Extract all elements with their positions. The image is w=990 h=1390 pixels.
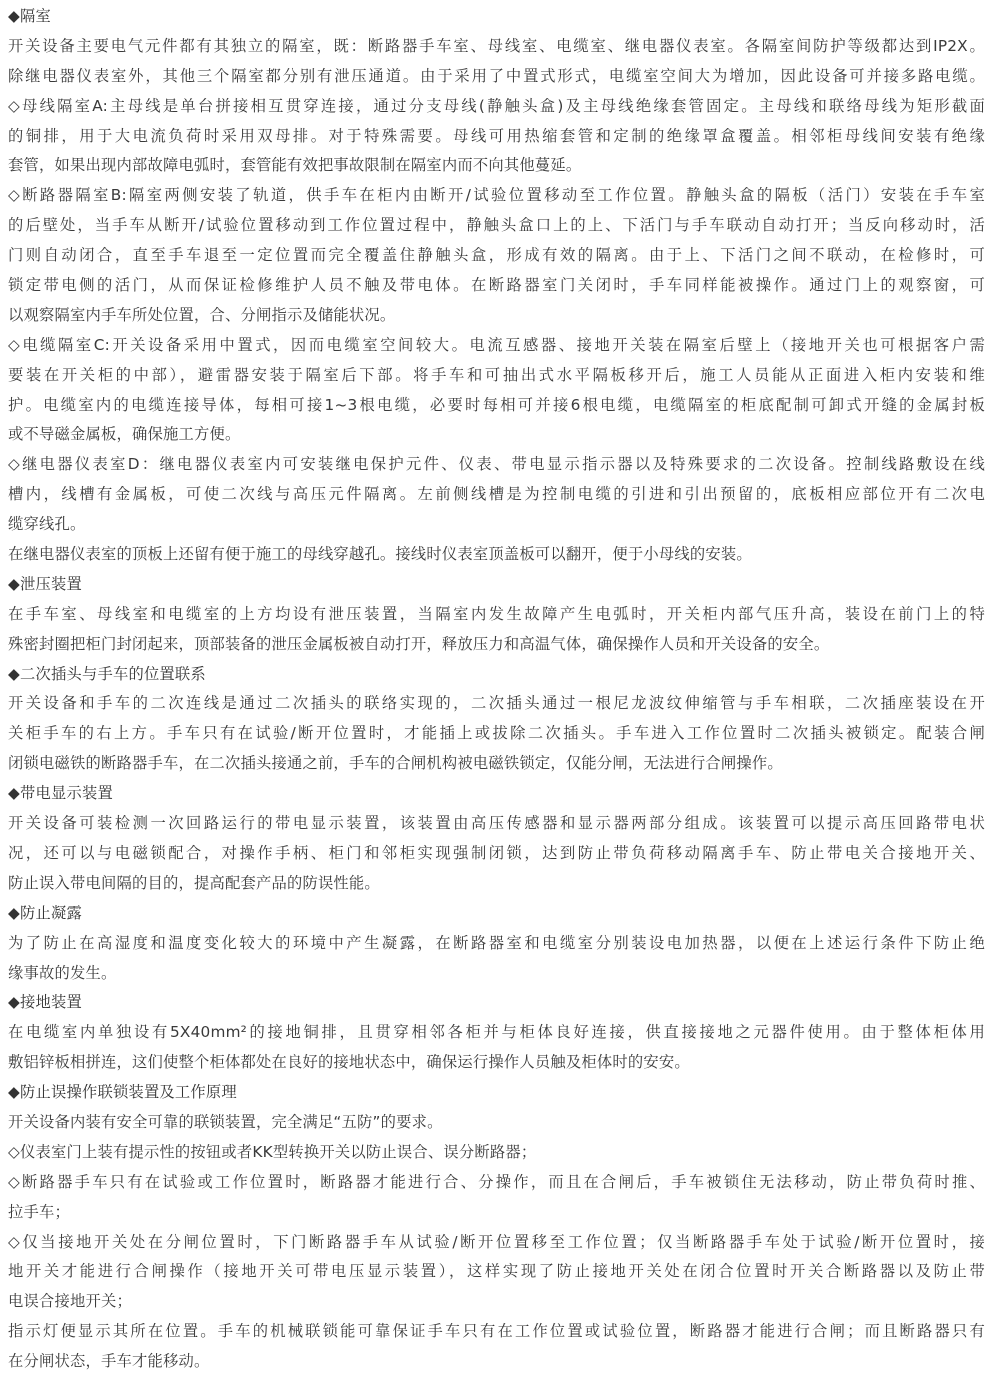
paragraph-line: 殊密封圈把柜门封闭起来，顶部装备的泄压金属板被自动打开，释放压力和高温气体，确保操作人员和开关设备的安全。: [8, 634, 830, 653]
paragraph-line: 为了防止在高湿度和温度变化较大的环境中产生凝露，在断路器室和电缆室分别装设电加热器，以便在上述运行条件下防止绝: [8, 933, 985, 952]
paragraph-line: 在分闸状态，手车才能移动。: [8, 1352, 210, 1371]
paragraph-line: ◇电缆隔室C:开关设备采用中置式，因而电缆室空间较大。电流互感器、接地开关装在隔室后壁上（接地开关也可根据客户需: [8, 335, 985, 354]
paragraph-line: ◇断路器隔室B:隔室两侧安装了轨道，供手车在柜内由断开/试验位置移动至工作位置。静触头盒的隔板（活门）安装在手车室: [8, 186, 985, 205]
paragraph-line: 套管，如果出现内部故障电弧时，套管能有效把事故限制在隔室内而不向其他蔓延。: [8, 156, 582, 175]
paragraph-line: 指示灯便显示其所在位置。手车的机械联锁能可靠保证手车只有在工作位置或试验位置，断路器才能进行合闸；而且断路器只有: [8, 1322, 985, 1341]
paragraph-line: 闭锁电磁铁的断路器手车，在二次插头接通之前，手车的合闸机构被电磁铁锁定，仅能分闸，无法进行合闸操作。: [8, 754, 783, 773]
paragraph-line: 在继电器仪表室的顶板上还留有便于施工的母线穿越孔。接线时仪表室顶盖板可以翻开，便于小母线的安装。: [8, 545, 752, 564]
paragraph-line: 的铜排，用于大电流负荷时采用双母排。对于特殊需要。母线可用热缩套管和定制的绝缘罩盒覆盖。相邻柜母线间安装有绝缘: [8, 126, 985, 145]
paragraph-line: 缘事故的发生。: [8, 963, 117, 982]
section-heading: ◆隔室: [8, 7, 51, 25]
paragraph-line: 槽内，线槽有金属板，可使二次线与高压元件隔离。左前侧线槽是为控制电缆的引进和引出预留的，底板相应部位开有二次电: [8, 485, 985, 504]
paragraph-line: 地开关才能进行合闸操作（接地开关可带电压显示装置），这样实现了防止接地开关处在闭合位置时开关合断路器以及防止带: [8, 1262, 985, 1281]
paragraph-line: 关柜手车的右上方。手车只有在试验/断开位置时，才能插上或拔除二次插头。手车进入工作位置时二次插头被锁定。配装合闸: [8, 724, 985, 743]
section-heading: ◆接地装置: [8, 993, 82, 1012]
paragraph-line: 门则自动闭合，直至手车退至一定位置而完全覆盖住静触头盒，形成有效的隔离。由于上、下活门之间不联动，在检修时，可: [8, 246, 985, 265]
paragraph-line: ◇断路器手车只有在试验或工作位置时，断路器才能进行合、分操作，而且在合闸后，手车被锁住无法移动，防止带负荷时推、: [8, 1172, 985, 1191]
paragraph-line: 况，还可以与电磁锁配合，对操作手柄、柜门和邻柜实现强制闭锁，达到防止带负荷移动隔离手车、防止带电关合接地开关、: [8, 843, 985, 862]
paragraph-line: 要装在开关柜的中部），避雷器安装于隔室后下部。将手车和可抽出式水平隔板移开后，施工人员能从正面进入柜内安装和维: [8, 365, 985, 384]
paragraph-line: 防止误入带电间隔的目的，提高配套产品的防误性能。: [8, 873, 380, 892]
paragraph-line: 缆穿线孔。: [8, 515, 86, 534]
paragraph-line: 开关设备主要电气元件都有其独立的隔室，既：断路器手车室、母线室、电缆室、继电器仪表室。各隔室间防护等级都达到IP2X。: [8, 36, 985, 55]
paragraph-line: ◇母线隔室A:主母线是单台拼接相互贯穿连接，通过分支母线(静触头盒)及主母线绝缘套管固定。主母线和联络母线为矩形截面: [8, 96, 985, 115]
paragraph-line: ◇仅当接地开关处在分闸位置时，下门断路器手车从试验/断开位置移至工作位置；仅当断路器手车处于试验/断开位置时，接: [8, 1232, 985, 1251]
section-heading: ◆泄压装置: [8, 574, 82, 593]
paragraph-line: 在手车室、母线室和电缆室的上方均设有泄压装置，当隔室内发生故障产生电弧时，开关柜内部气压升高，装设在前门上的特: [8, 604, 985, 623]
paragraph-line: 或不导磁金属板，确保施工方便。: [8, 425, 241, 444]
paragraph-line: 开关设备内装有安全可靠的联锁装置，完全满足“五防”的要求。: [8, 1112, 443, 1131]
paragraph-line: 锁定带电侧的活门，从而保证检修维护人员不触及带电体。在断路器室门关闭时，手车同样能被操作。通过门上的观察窗，可: [8, 276, 985, 295]
paragraph-line: ◇继电器仪表室D：继电器仪表室内可安装继电保护元件、仪表、带电显示指示器以及特殊要求的二次设备。控制线路敷设在线: [8, 455, 985, 474]
section-heading: ◆防止误操作联锁装置及工作原理: [8, 1083, 237, 1102]
section-heading: ◆带电显示装置: [8, 784, 113, 803]
paragraph-line: 除继电器仪表室外，其他三个隔室都分别有泄压通道。由于采用了中置式形式，电缆室空间大为增加，因此设备可并接多路电缆。: [8, 66, 985, 85]
paragraph-line: ◇仪表室门上装有提示性的按钮或者KK型转换开关以防止误合、误分断路器；: [8, 1142, 537, 1161]
paragraph-line: 的后壁处，当手车从断开/试验位置移动到工作位置过程中，静触头盒口上的上、下活门与手车联动自动打开；当反向移动时，活: [8, 216, 985, 235]
paragraph-line: 拉手车；: [8, 1202, 70, 1221]
paragraph-line: 以观察隔室内手车所处位置，合、分闸指示及储能状况。: [8, 305, 396, 324]
paragraph-line: 敷铝锌板相拼连，这们使整个柜体都处在良好的接地状态中，确保运行操作人员触及柜体时的安安。: [8, 1053, 690, 1072]
section-heading: ◆二次插头与手车的位置联系: [8, 664, 206, 683]
paragraph-line: 护。电缆室内的电缆连接导体，每相可接1~3根电缆，必要时每相可并接6根电缆，电缆隔室的柜底配制可卸式开缝的金属封板: [8, 395, 985, 414]
paragraph-line: 在电缆室内单独设有5X40mm²的接地铜排，且贯穿相邻各柜并与柜体良好连接，供直接接地之元器件使用。由于整体柜体用: [8, 1023, 985, 1042]
paragraph-line: 开关设备可装检测一次回路运行的带电显示装置，该装置由高压传感器和显示器两部分组成。该装置可以提示高压回路带电状: [8, 814, 985, 833]
paragraph-line: 电误合接地开关；: [8, 1292, 132, 1311]
section-heading: ◆防止凝露: [8, 903, 82, 922]
paragraph-line: 开关设备和手车的二次连线是通过二次插头的联络实现的，二次插头通过一根尼龙波纹伸缩管与手车相联，二次插座装设在开: [8, 694, 985, 713]
